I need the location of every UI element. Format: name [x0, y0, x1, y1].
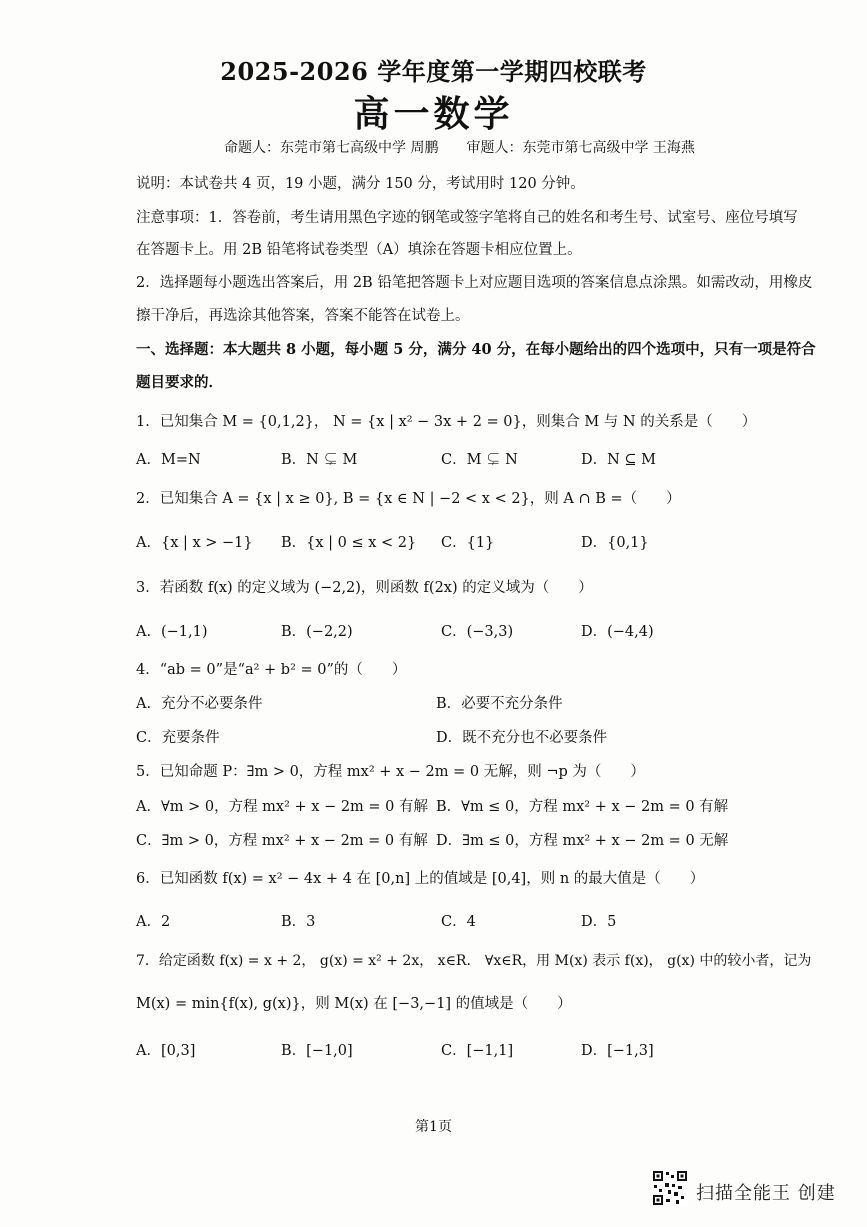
q5-option-a: A．∀m > 0，方程 mx² + x − 2m = 0 有解 [136, 799, 429, 815]
q4-option-a: A．充分不必要条件 [136, 696, 263, 712]
q7-option-a: A．[0,3] [136, 1043, 196, 1059]
q2-option-a: A．{x | x > −1} [136, 535, 253, 551]
question-2: 2．已知集合 A = {x | x ≥ 0}, B = {x ∈ N | −2 < x < 2}，则 A ∩ B =（ ） [136, 491, 681, 507]
q2-option-d: D．{0,1} [581, 535, 649, 551]
attention-1a: 注意事项：1．答卷前，考生请用黑色字迹的钢笔或签字笔将自己的姓名和考生号、试室号、座位号填写 [136, 210, 798, 226]
q2-option-c: C．{1} [441, 535, 495, 551]
attention-2a: 2．选择题每小题选出答案后，用 2B 铅笔把答题卡上对应题目选项的答案信息点涂黑。如需改动，用橡皮 [136, 275, 813, 291]
question-1: 1．已知集合 M = {0,1,2}， N = {x | x² − 3x + 2 = 0}，则集合 M 与 N 的关系是（ ） [136, 414, 757, 430]
question-3: 3．若函数 f(x) 的定义域为 (−2,2)，则函数 f(2x) 的定义域为（ ） [136, 580, 593, 596]
q6-option-c: C．4 [441, 914, 476, 930]
q2-option-b: B．{x | 0 ≤ x < 2} [281, 535, 417, 551]
q3-option-b: B．(−2,2) [281, 624, 353, 640]
exam-title: 2025-2026 学年度第一学期四校联考 [220, 57, 647, 86]
q5-option-b: B．∀m ≤ 0，方程 mx² + x − 2m = 0 有解 [436, 799, 729, 815]
q6-option-d: D．5 [581, 914, 617, 930]
q3-option-d: D．(−4,4) [581, 624, 654, 640]
authors-line: 命题人：东莞市第七高级中学 周鹏 审题人：东莞市第七高级中学 王海燕 [224, 140, 695, 156]
q7-option-c: C．[−1,1] [441, 1043, 514, 1059]
subject-title: 高一数学 [353, 93, 514, 135]
question-5: 5．已知命题 P：∃m > 0，方程 mx² + x − 2m = 0 无解，则 ¬p 为（ ） [136, 764, 645, 780]
q7-option-d: D．[−1,3] [581, 1043, 654, 1059]
scanner-watermark: 扫描全能王 创建 [696, 1183, 836, 1204]
q5-option-d: D．∃m ≤ 0，方程 mx² + x − 2m = 0 无解 [436, 833, 729, 849]
q1-option-d: D．N ⊆ M [581, 452, 657, 468]
q6-option-a: A．2 [136, 914, 171, 930]
q6-option-b: B．3 [281, 914, 316, 930]
exam-description: 说明：本试卷共 4 页，19 小题，满分 150 分，考试用时 120 分钟。 [136, 176, 585, 192]
question-7: 7．给定函数 f(x) = x + 2， g(x) = x² + 2x， x∈R． ∀x∈R，用 M(x) 表示 f(x)， g(x) 中的较小者，记为 [136, 953, 812, 969]
attention-1b: 在答题卡上。用 2B 铅笔将试卷类型（A）填涂在答题卡相应位置上。 [136, 242, 582, 258]
q5-option-c: C．∃m > 0，方程 mx² + x − 2m = 0 有解 [136, 833, 428, 849]
q1-option-b: B．N ⊊ M [281, 452, 358, 468]
q3-option-c: C．(−3,3) [441, 624, 514, 640]
qr-code-icon [652, 1170, 688, 1206]
page-number: 第1页 [415, 1119, 452, 1135]
attention-2b: 擦干净后，再选涂其他答案，答案不能答在试卷上。 [136, 308, 470, 324]
section-heading: 一、选择题：本大题共 8 小题，每小题 5 分，满分 40 分，在每小题给出的四个选项中，只有一项是符合 [136, 341, 816, 358]
q1-option-c: C．M ⊊ N [441, 452, 518, 468]
q4-option-d: D．既不充分也不必要条件 [436, 730, 608, 746]
section-heading-cont: 题目要求的． [136, 374, 223, 391]
question-6: 6．已知函数 f(x) = x² − 4x + 4 在 [0,n] 上的值域是 [0,4]，则 n 的最大值是（ ） [136, 871, 705, 887]
q4-option-c: C．充要条件 [136, 730, 220, 746]
q3-option-a: A．(−1,1) [136, 624, 208, 640]
q4-option-b: B．必要不充分条件 [436, 696, 563, 712]
question-7-cont: M(x) = min{f(x), g(x)}，则 M(x) 在 [−3,−1] 的值域是（ ） [136, 996, 572, 1012]
q1-option-a: A．M=N [136, 452, 201, 468]
question-4: 4．“ab = 0”是“a² + b² = 0”的（ ） [136, 662, 407, 678]
q7-option-b: B．[−1,0] [281, 1043, 353, 1059]
